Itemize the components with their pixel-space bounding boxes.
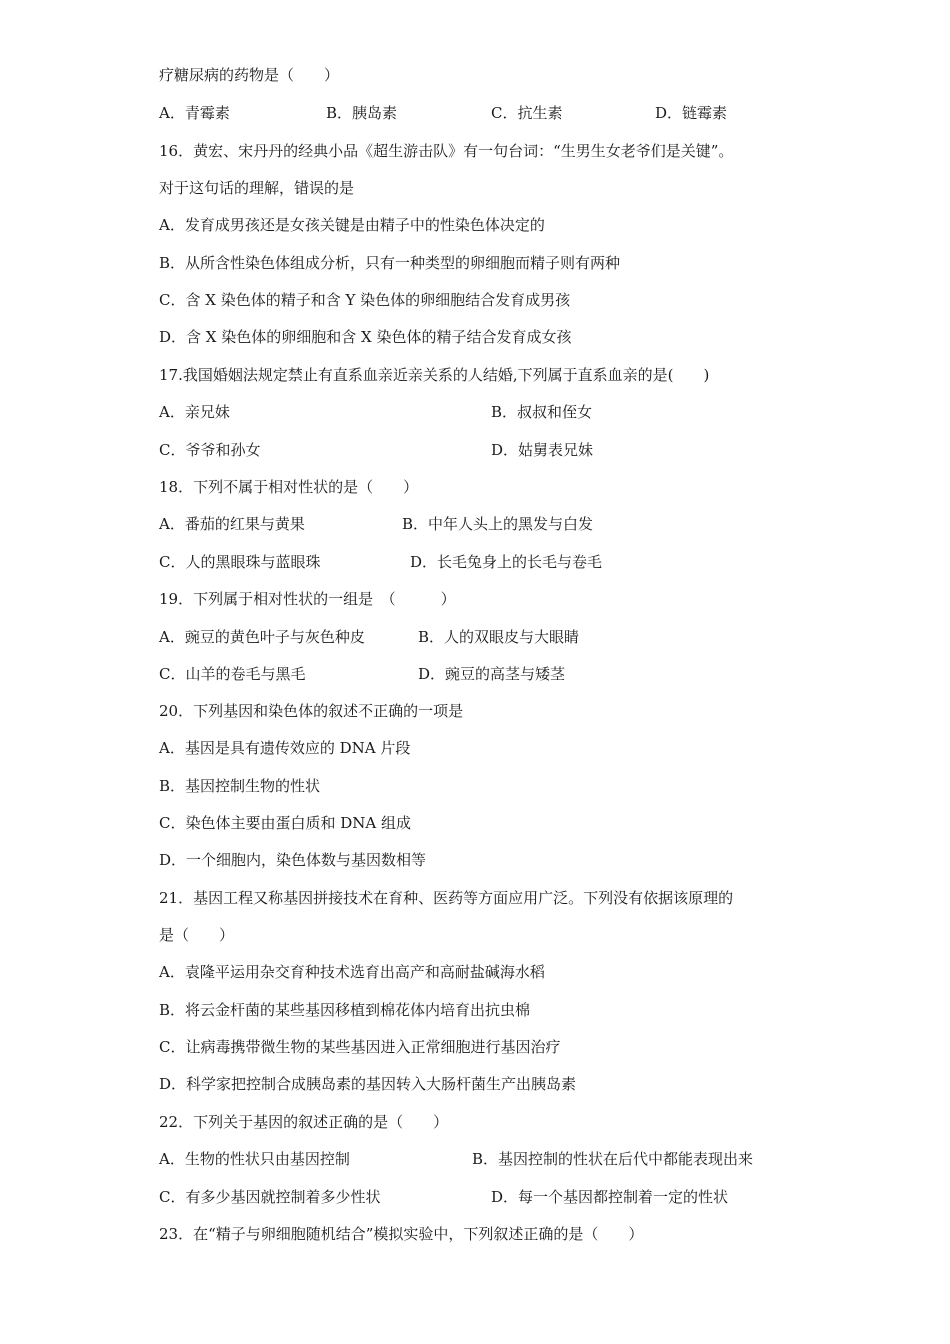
question-16-stem-line-1: 16．黄宏、宋丹丹的经典小品《超生游击队》有一句台词：“生男生女老爷们是关键”。 [159, 142, 734, 160]
question-16-stem-line-2: 对于这句话的理解，错误的是 [159, 179, 355, 197]
q21-option-c: C．让病毒携带微生物的某些基因进入正常细胞进行基因治疗 [159, 1038, 561, 1056]
q17-option-a: A．亲兄妹 [159, 403, 230, 421]
q22-option-a: A．生物的性状只由基因控制 [159, 1150, 350, 1168]
q20-option-d: D．一个细胞内，染色体数与基因数相等 [159, 851, 427, 869]
question-15-stem-end: 疗糖尿病的药物是（ ） [159, 66, 340, 84]
q21-option-d: D．科学家把控制合成胰岛素的基因转入大肠杆菌生产出胰岛素 [159, 1075, 577, 1093]
q18-option-a: A．番茄的红果与黄果 [159, 515, 305, 533]
q19-option-a: A．豌豆的黄色叶子与灰色种皮 [159, 628, 365, 646]
question-21-stem-line-1: 21．基因工程又称基因拼接技术在育种、医药等方面应用广泛。下列没有依据该原理的 [159, 889, 734, 907]
q19-option-c: C．山羊的卷毛与黑毛 [159, 665, 306, 683]
question-18-stem: 18．下列不属于相对性状的是（ ） [159, 478, 419, 496]
q16-option-a: A．发育成男孩还是女孩关键是由精子中的性染色体决定的 [159, 216, 545, 234]
q19-option-b: B．人的双眼皮与大眼睛 [418, 628, 580, 646]
q16-option-b: B．从所含性染色体组成分析，只有一种类型的卵细胞而精子则有两种 [159, 254, 621, 272]
question-23-stem: 23．在“精子与卵细胞随机结合”模拟实验中，下列叙述正确的是（ ） [159, 1225, 644, 1243]
q18-option-d: D．长毛兔身上的长毛与卷毛 [410, 553, 603, 571]
q22-option-c: C．有多少基因就控制着多少性状 [159, 1188, 381, 1206]
q20-option-c: C．染色体主要由蛋白质和 DNA 组成 [159, 814, 411, 832]
question-17-stem: 17.我国婚姻法规定禁止有直系血亲近亲关系的人结婚,下列属于直系血亲的是( ) [159, 366, 710, 384]
q20-option-b: B．基因控制生物的性状 [159, 777, 321, 795]
q21-option-a: A．袁隆平运用杂交育种技术选育出高产和高耐盐碱海水稻 [159, 963, 545, 981]
q22-option-d: D．每一个基因都控制着一定的性状 [491, 1188, 729, 1206]
q16-option-d: D．含 X 染色体的卵细胞和含 X 染色体的精子结合发育成女孩 [159, 328, 572, 346]
q15-option-c: C．抗生素 [491, 104, 563, 122]
q22-option-b: B．基因控制的性状在后代中都能表现出来 [472, 1150, 754, 1168]
q21-option-b: B．将云金杆菌的某些基因移植到棉花体内培育出抗虫棉 [159, 1001, 531, 1019]
question-22-stem: 22．下列关于基因的叙述正确的是（ ） [159, 1113, 449, 1131]
q18-option-c: C．人的黑眼珠与蓝眼珠 [159, 553, 321, 571]
q18-option-b: B．中年人头上的黑发与白发 [402, 515, 594, 533]
q15-option-d: D．链霉素 [655, 104, 728, 122]
q20-option-a: A．基因是具有遗传效应的 DNA 片段 [159, 739, 411, 757]
question-21-stem-line-2: 是（ ） [159, 926, 235, 944]
q19-option-d: D．豌豆的高茎与矮茎 [418, 665, 566, 683]
q17-option-c: C．爷爷和孙女 [159, 441, 261, 459]
q15-option-a: A．青霉素 [159, 104, 230, 122]
q16-option-c: C．含 X 染色体的精子和含 Y 染色体的卵细胞结合发育成男孩 [159, 291, 571, 309]
q17-option-b: B．叔叔和侄女 [491, 403, 593, 421]
question-20-stem: 20．下列基因和染色体的叙述不正确的一项是 [159, 702, 464, 720]
q15-option-b: B．胰岛素 [326, 104, 398, 122]
question-19-stem: 19．下列属于相对性状的一组是 （ ） [159, 590, 456, 608]
q17-option-d: D．姑舅表兄妹 [491, 441, 594, 459]
